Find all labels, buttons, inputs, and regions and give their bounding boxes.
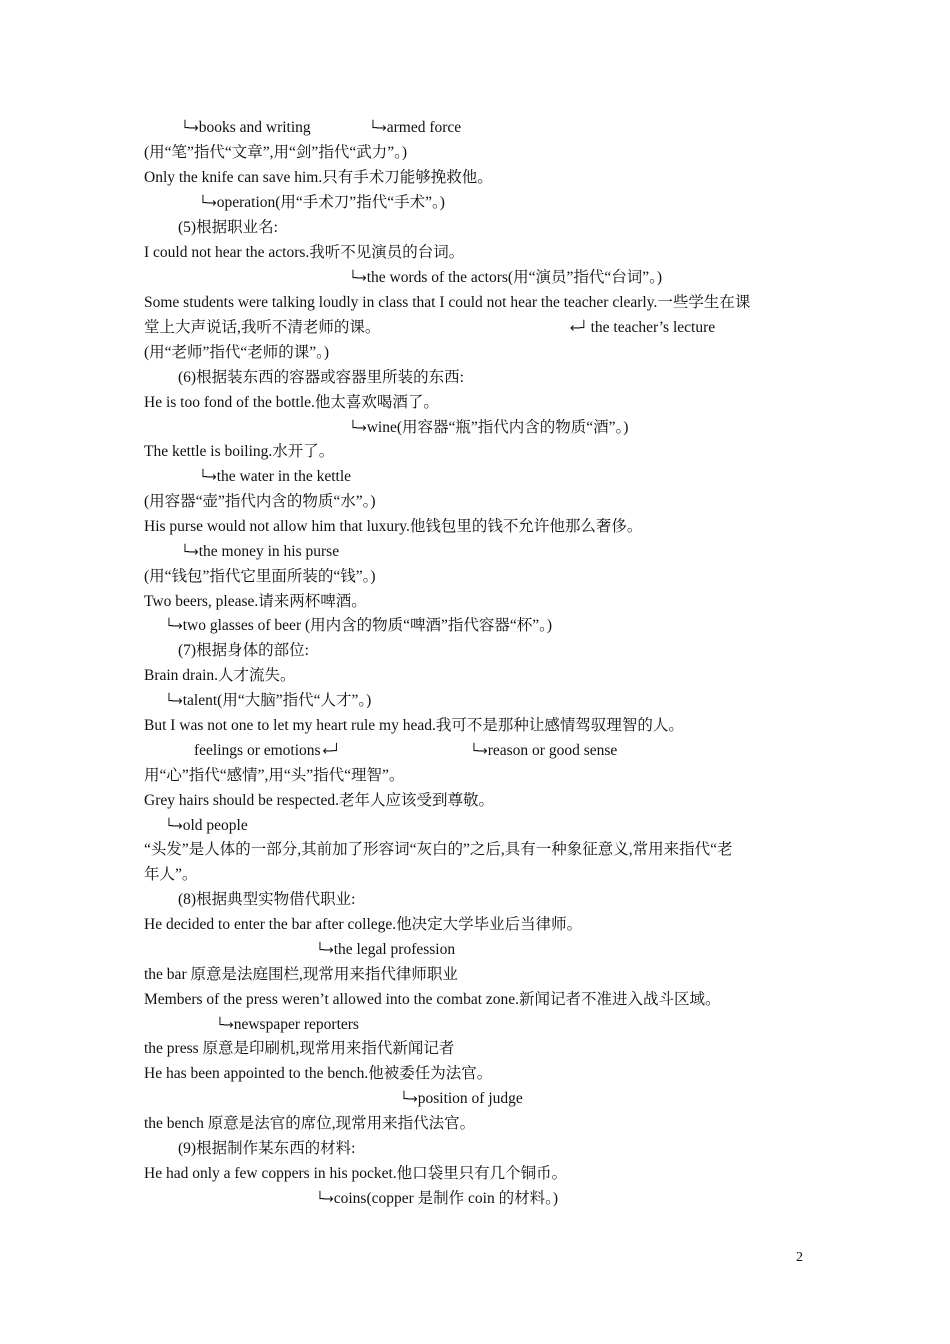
text-line: 堂上大声说话,我听不清老师的课。	[144, 319, 381, 336]
arrow-icon: └→	[316, 943, 333, 958]
annotation-line: ←┘ the teacher’s lecture	[570, 319, 716, 336]
arrow-icon: └→	[400, 1092, 417, 1107]
text-line: But I was not one to let my heart rule my head.我可不是那种让感情驾驭理智的人。	[144, 717, 684, 734]
annotation-line: └→operation(用“手术刀”指代“手术”。)	[199, 194, 445, 211]
text-line: (用容器“壶”指代内含的物质“水”。)	[144, 493, 376, 510]
annotation-line: └→talent(用“大脑”指代“人才”。)	[165, 692, 372, 709]
text-line: I could not hear the actors.我听不见演员的台词。	[144, 244, 465, 261]
annotation-line: └→the words of the actors(用“演员”指代“台词”。)	[349, 269, 663, 286]
annotation-line: feelings or emotions ←┘	[194, 742, 340, 759]
annotation-line: └→reason or good sense	[470, 742, 618, 759]
arrow-icon: └→	[181, 121, 198, 136]
arrow-icon: └→	[316, 1192, 333, 1207]
annotation-line: └→position of judge	[400, 1090, 523, 1107]
text-line: Members of the press weren’t allowed into the combat zone.新闻记者不准进入战斗区域。	[144, 991, 721, 1008]
annotation-line: └→wine(用容器“瓶”指代内含的物质“酒”。)	[349, 419, 629, 436]
text-line: Brain drain.人才流失。	[144, 667, 296, 684]
arrow-icon: └→	[349, 421, 366, 436]
text-line: He is too fond of the bottle.他太喜欢喝酒了。	[144, 394, 439, 411]
section-heading: (5)根据职业名:	[178, 219, 278, 236]
annotation-line: └→the water in the kettle	[199, 468, 352, 485]
arrow-left-icon: ←┘	[322, 744, 340, 759]
arrow-icon: └→	[199, 196, 216, 211]
annotation-line: └→old people	[165, 817, 248, 834]
text-line: “头发”是人体的一部分,其前加了形容词“灰白的”之后,具有一种象征意义,常用来指代“老	[144, 841, 733, 858]
section-heading: (8)根据典型实物借代职业:	[178, 891, 356, 908]
text-line: The kettle is boiling.水开了。	[144, 443, 335, 460]
annotation-line: └→armed force	[369, 119, 462, 136]
text-line: He decided to enter the bar after college.他决定大学毕业后当律师。	[144, 916, 583, 933]
text-line: the bar 原意是法庭围栏,现常用来指代律师职业	[144, 966, 458, 983]
text-line: (用“老师”指代“老师的课”。)	[144, 344, 330, 361]
text-line: He has been appointed to the bench.他被委任为法官。	[144, 1065, 493, 1082]
text-line: the bench 原意是法官的席位,现常用来指代法官。	[144, 1115, 476, 1132]
arrow-icon: └→	[369, 121, 386, 136]
text-line: Only the knife can save him.只有手术刀能够挽救他。	[144, 169, 493, 186]
arrow-icon: └→	[349, 271, 366, 286]
section-heading: (9)根据制作某东西的材料:	[178, 1140, 356, 1157]
text-line: the press 原意是印刷机,现常用来指代新闻记者	[144, 1040, 455, 1057]
text-line: Some students were talking loudly in class that I could not hear the teacher clearly.一些学生在课	[144, 294, 751, 311]
text-line: (用“笔”指代“文章”,用“剑”指代“武力”。)	[144, 144, 407, 161]
annotation-line: └→newspaper reporters	[216, 1016, 359, 1033]
text-line: He had only a few coppers in his pocket.他口袋里只有几个铜币。	[144, 1165, 568, 1182]
annotation-line: └→coins(copper 是制作 coin 的材料。)	[316, 1190, 559, 1207]
text-line: (用“钱包”指代它里面所装的“钱”。)	[144, 568, 376, 585]
arrow-icon: └→	[165, 819, 182, 834]
page-number: 2	[796, 1250, 803, 1265]
text-line: Grey hairs should be respected.老年人应该受到尊敬。	[144, 792, 494, 809]
section-heading: (7)根据身体的部位:	[178, 642, 309, 659]
arrow-icon: └→	[165, 694, 182, 709]
arrow-icon: └→	[165, 619, 182, 634]
section-heading: (6)根据装东西的容器或容器里所装的东西:	[178, 369, 464, 386]
arrow-icon: └→	[216, 1018, 233, 1033]
text-line: Two beers, please.请来两杯啤酒。	[144, 593, 367, 610]
arrow-icon: └→	[470, 744, 487, 759]
annotation-line: └→books and writing	[181, 119, 311, 136]
text-line: 年人”。	[144, 866, 198, 883]
annotation-line: └→the legal profession	[316, 941, 456, 958]
annotation-line: └→two glasses of beer (用内含的物质“啤酒”指代容器“杯”。)	[165, 617, 553, 634]
text-line: 用“心”指代“感情”,用“头”指代“理智”。	[144, 767, 405, 784]
text-line: His purse would not allow him that luxury.他钱包里的钱不允许他那么奢侈。	[144, 518, 643, 535]
arrow-icon: └→	[199, 470, 216, 485]
arrow-icon: └→	[181, 545, 198, 560]
annotation-line: └→the money in his purse	[181, 543, 340, 560]
arrow-left-icon: ←┘	[570, 321, 587, 336]
